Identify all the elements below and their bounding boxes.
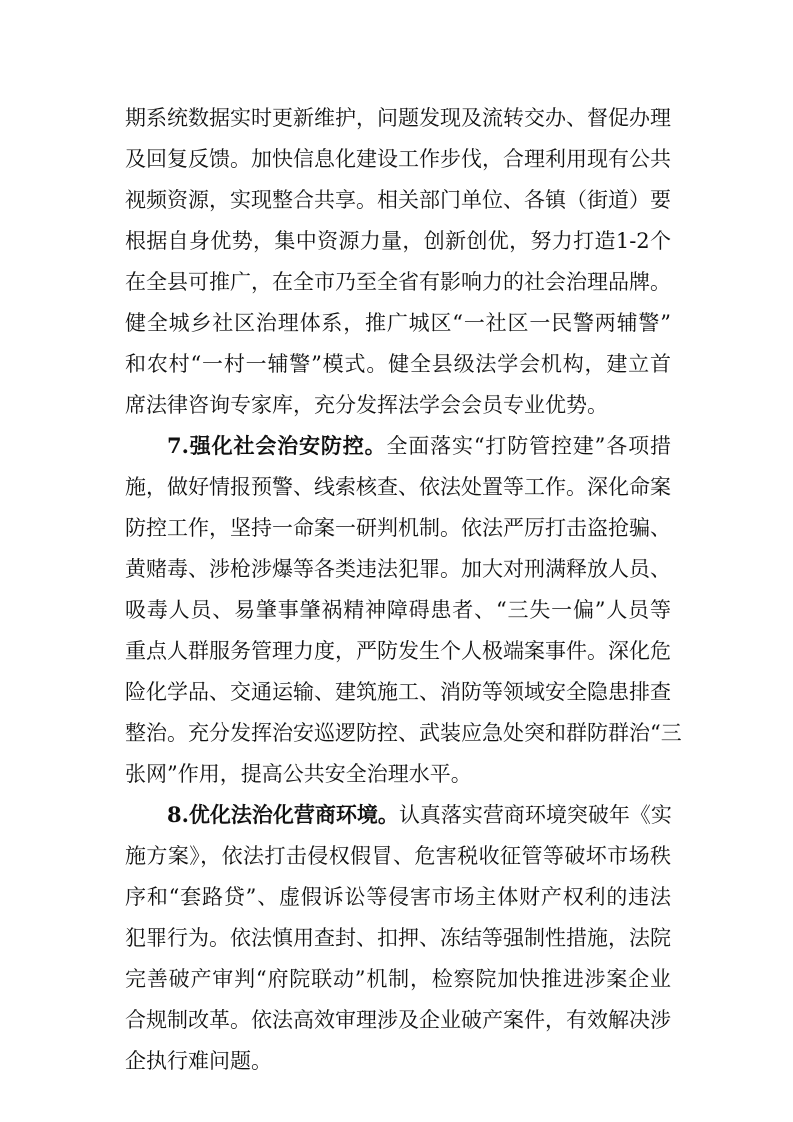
paragraph-2-line-9: 张网”作用，提高公共安全治理水平。 (125, 762, 472, 786)
paragraph-1-line-5: 在全县可推广，在全市乃至全省有影响力的社会治理品牌。 (125, 270, 671, 294)
paragraph-1-line-6: 健全城乡社区治理体系，推广城区“一社区一民警两辅警” (125, 311, 671, 335)
paragraph-2-line-7: 险化学品、交通运输、建筑施工、消防等领域安全隐患排查 (125, 680, 671, 704)
paragraph-2-line-5: 吸毒人员、易肇事肇祸精神障碍患者、“三失一偏”人员等 (125, 598, 671, 622)
paragraph-3-line-6: 合规制改革。依法高效审理涉及企业破产案件，有效解决涉 (125, 1008, 671, 1032)
paragraph-1-line-2: 及回复反馈。加快信息化建设工作步伐，合理利用现有公共 (125, 147, 671, 171)
paragraph-2-first-line (167, 426, 671, 466)
paragraph-2-line-6: 重点人群服务管理力度，严防发生个人极端案事件。深化危 (125, 639, 671, 663)
paragraph-1-line-4: 根据自身优势，集中资源力量，创新创优，努力打造1-2个 (125, 229, 671, 253)
paragraph-3-first-line (167, 795, 671, 835)
section-7-heading: 7.强化社会治安防控。 (167, 433, 387, 458)
paragraph-1-line-1: 期系统数据实时更新维护，问题发现及流转交办、督促办理 (125, 106, 671, 130)
paragraph-2-line-4: 黄赌毒、涉枪涉爆等各类违法犯罪。加大对刑满释放人员、 (125, 557, 671, 581)
paragraph-3-line-5: 完善破产审判“府院联动”机制，检察院加快推进涉案企业 (125, 967, 671, 991)
section-7-first-line-text: 全面落实“打防管控建”各项措 (386, 434, 671, 458)
paragraph-2-line-8: 整治。充分发挥治安巡逻防控、武装应急处突和群防群治“三 (125, 721, 682, 745)
paragraph-1-line-7: 和农村“一村一辅警”模式。健全县级法学会机构，建立首 (125, 352, 671, 376)
paragraph-3-line-7: 企执行难问题。 (125, 1049, 272, 1073)
paragraph-1-line-3: 视频资源，实现整合共享。相关部门单位、各镇（街道）要 (125, 188, 671, 212)
paragraph-2-line-2: 施，做好情报预警、线索核查、依法处置等工作。深化命案 (125, 475, 671, 499)
paragraph-3-line-3: 序和“套路贷”、虚假诉讼等侵害市场主体财产权利的违法 (125, 885, 671, 909)
section-8-heading: 8.优化法治化营商环境。 (167, 802, 399, 827)
paragraph-2-line-3: 防控工作，坚持一命案一研判机制。依法严厉打击盗抢骗、 (125, 516, 671, 540)
paragraph-3-line-2: 施方案》，依法打击侵权假冒、危害税收征管等破坏市场秩 (125, 844, 671, 868)
paragraph-3-line-4: 犯罪行为。依法慎用查封、扣押、冻结等强制性措施，法院 (125, 926, 671, 950)
section-8-first-line-text: 认真落实营商环境突破年《实 (398, 803, 672, 827)
paragraph-1-line-8: 席法律咨询专家库，充分发挥法学会会员专业优势。 (125, 393, 608, 417)
